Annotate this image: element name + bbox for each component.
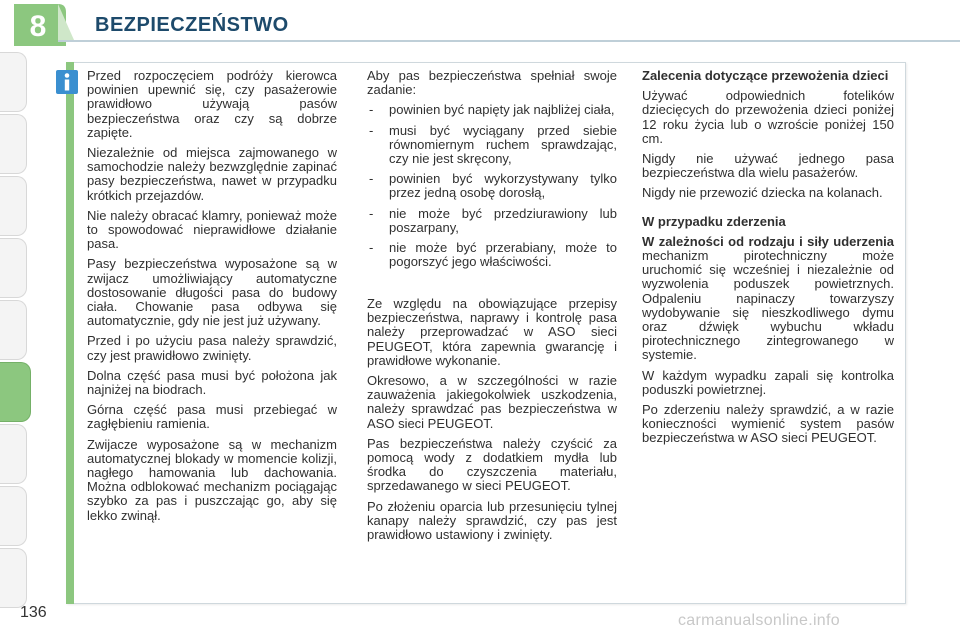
right-column [642,69,894,452]
side-tab-3[interactable] [0,176,27,236]
mid-paragraph-3: Pas bezpieczeństwa należy czyścić za pomocą wody z dodatkiem mydła lub środka do czyszczenia materiału, sprzedawanego w sieci PEUGEOT. [367,435,617,494]
collision-lead-bold: W zależności od rodzaju i siły uderzenia [642,233,894,249]
list-item: - powinien być napięty jak najbliżej ciała, [367,103,617,117]
seatbelt-requirements-list [367,103,617,269]
left-paragraph-4: Pasy bezpieczeństwa wyposażone są w zwijacz umożliwiający automatyczne dostosowanie długości pasa do budowy ciała. Chowanie pasa odbywa się automatycznie, gdy nie jest już używany. [87,256,337,329]
info-panel-stripe [66,62,74,604]
left-paragraph-7: Górna część pasa musi przebiegać w zagłębieniu ramienia. [87,402,337,432]
list-item: - nie może być przerabiany, może to pogorszyć jego właściwości. [367,241,617,269]
side-tab-5[interactable] [0,300,27,360]
list-item: - powinien być wykorzystywany tylko przez jedną osobę dorosłą, [367,172,617,200]
page-number: 136 [20,604,47,621]
side-tab-8-active[interactable] [0,362,31,422]
watermark: carmanualsonline.info [678,612,840,629]
chapter-badge [0,0,74,50]
left-paragraph-6: Dolna część pasa musi być położona jak najniżej na biodrach. [87,367,337,398]
mid-paragraph-2: Okresowo, a w szczególności w razie zauważenia jakiegokolwiek uszkodzenia, należy sprawdzać pas bezpieczeństwa w ASO sieci PEUGEOT. [367,373,617,431]
side-tab-4[interactable] [0,238,27,298]
collision-heading: W przypadku zderzenia [642,213,786,229]
children-heading: Zalecenia dotyczące przewożenia dzieci [642,68,889,83]
left-paragraph-8: Zwijacze wyposażone są w mechanizm automatycznej blokady w momencie kolizji, nagłego hamowania lub dachowania. Można odblokować mechanizm pociągając szybko za pas i puszczając go, aby się lekko zwinął. [87,436,337,523]
right-paragraph-2: Nigdy nie używać jednego pasa bezpieczeństwa dla wielu pasażerów. [642,151,894,181]
right-paragraph-4: W każdym wypadku zapali się kontrolka poduszki powietrznej. [642,367,894,397]
left-paragraph-5: Przed i po użyciu pasa należy sprawdzić, czy jest prawidłowo zwinięty. [87,333,337,363]
collision-lead-text: mechanizm pirotechniczny może uruchomić się wcześniej i niezależnie od wyzwolenia poduszek powietrznych. Odpaleniu napinaczy towarzyszy wydobywanie się nieszkodliwego dymu oraz dźwięk wybuchu wkładu pirotechnicznego zintegrowanego w systemie. [642,248,894,363]
list-item: - musi być wyciągany przed siebie równomiernym ruchem sprawdzając, czy nie jest skręcony, [367,124,617,167]
right-paragraph-1: Używać odpowiednich fotelików dziecięcych do przewożenia dzieci poniżej 12 roku życia lub o wzroście poniżej 150 cm. [642,88,894,146]
chapter-number: 8 [29,10,47,43]
left-paragraph-1: Przed rozpoczęciem podróży kierowca powinien upewnić się, czy pasażerowie prawidłowo używają pasów bezpieczeństwa oraz czy są dobrze zapięte. [87,68,337,140]
side-tab-7[interactable] [0,424,27,484]
left-paragraph-3: Nie należy obracać klamry, ponieważ może to spowodować nieprawidłowe działanie pasa. [87,207,337,252]
right-paragraph-5: Po zderzeniu należy sprawdzić, a w razie konieczności wymienić system pasów bezpieczeństwa w ASO sieci PEUGEOT. [642,402,894,446]
middle-column [367,68,617,543]
page-title: BEZPIECZEŃSTWO [95,14,289,36]
side-tab-1[interactable] [0,52,27,112]
side-tab-8[interactable] [0,486,27,546]
left-paragraph-2: Niezależnie od miejsca zajmowanego w samochodzie należy bezwzględnie zapinać pasy bezpieczeństwa, nawet w przypadku krótkich przejazdów. [87,145,337,203]
mid-intro: Aby pas bezpieczeństwa spełniał swoje zadanie: [367,68,617,98]
mid-paragraph-1: Ze względu na obowiązujące przepisy bezpieczeństwa, naprawy i kontrolę pasa należy przeprowadzać w ASO sieci PEUGEOT, która zapewnia gwarancję i prawidłowe wykonanie. [367,296,617,368]
side-tab-9[interactable] [0,548,27,608]
side-tab-2[interactable] [0,114,27,174]
left-column [87,69,337,529]
list-item: - nie może być przedziurawiony lub poszarpany, [367,207,617,235]
header-divider [58,40,960,42]
info-icon [56,70,78,94]
mid-paragraph-4: Po złożeniu oparcia lub przesunięciu tylnej kanapy należy sprawdzić, czy pas jest prawidłowo ustawiony i zwinięty. [367,498,617,543]
right-paragraph-3: Nigdy nie przewozić dziecka na kolanach. [642,185,883,201]
collision-lead-paragraph [642,235,894,363]
mid-lower-section [367,297,617,548]
